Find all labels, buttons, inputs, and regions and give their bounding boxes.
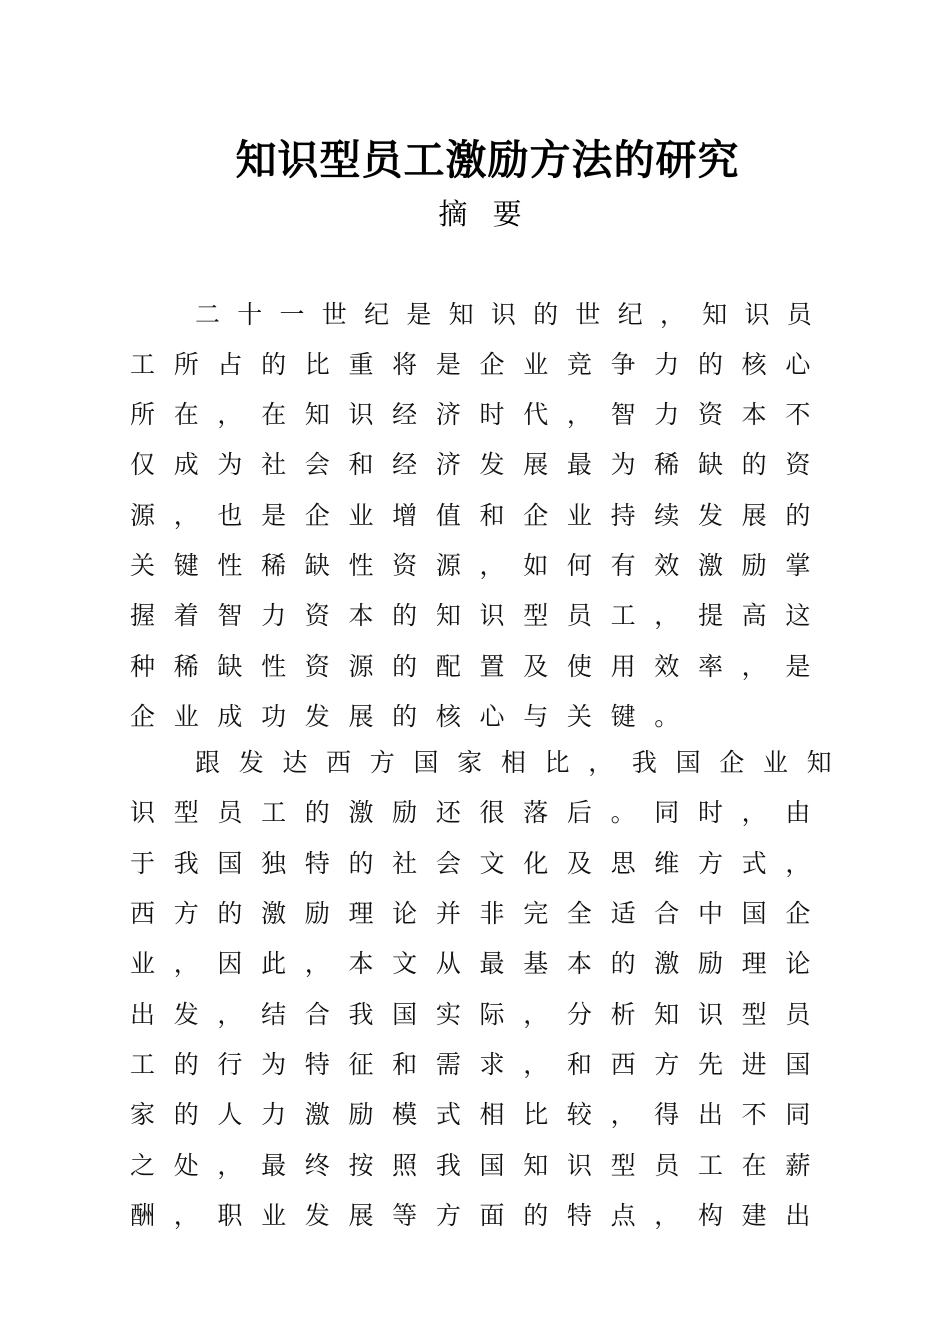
paragraph-line: 之处，最终按照我国知识型员工在薪 [130,1151,830,1180]
paragraph-line: 识型员工的激励还很落后。同时，由 [130,798,830,827]
paragraph-line: 业，因此，本文从最基本的激励理论 [130,949,830,978]
paragraph-line: 出发，结合我国实际，分析知识型员 [130,1000,830,1029]
paragraph-line: 握着智力资本的知识型员工，提高这 [130,601,830,630]
paragraph-line: 跟发达西方国家相比，我国企业知 [195,748,851,777]
paragraph-line: 工所占的比重将是企业竞争力的核心 [130,350,830,379]
paragraph-line: 仅成为社会和经济发展最为稀缺的资 [130,450,830,479]
paragraph-line: 企业成功发展的核心与关键。 [130,702,698,731]
paragraph-line: 家的人力激励模式相比较，得出不同 [130,1100,830,1129]
paragraph-line: 源，也是企业增值和企业持续发展的 [130,501,830,530]
paragraph-line: 二十一世纪是知识的世纪，知识员 [195,300,830,329]
paragraph-line: 种稀缺性资源的配置及使用效率，是 [130,652,830,681]
abstract-heading: 摘 要 [438,197,530,231]
paragraph-line: 西方的激励理论并非完全适合中国企 [130,899,830,928]
paragraph-line: 工的行为特征和需求，和西方先进国 [130,1050,830,1079]
paragraph-line: 所在，在知识经济时代，智力资本不 [130,400,830,429]
paragraph-line: 于我国独特的社会文化及思维方式， [130,849,830,878]
paragraph-line: 酬，职业发展等方面的特点，构建出 [130,1201,830,1230]
document-title: 知识型员工激励方法的研究 [235,136,740,184]
paragraph-line: 关键性稀缺性资源，如何有效激励掌 [130,551,830,580]
